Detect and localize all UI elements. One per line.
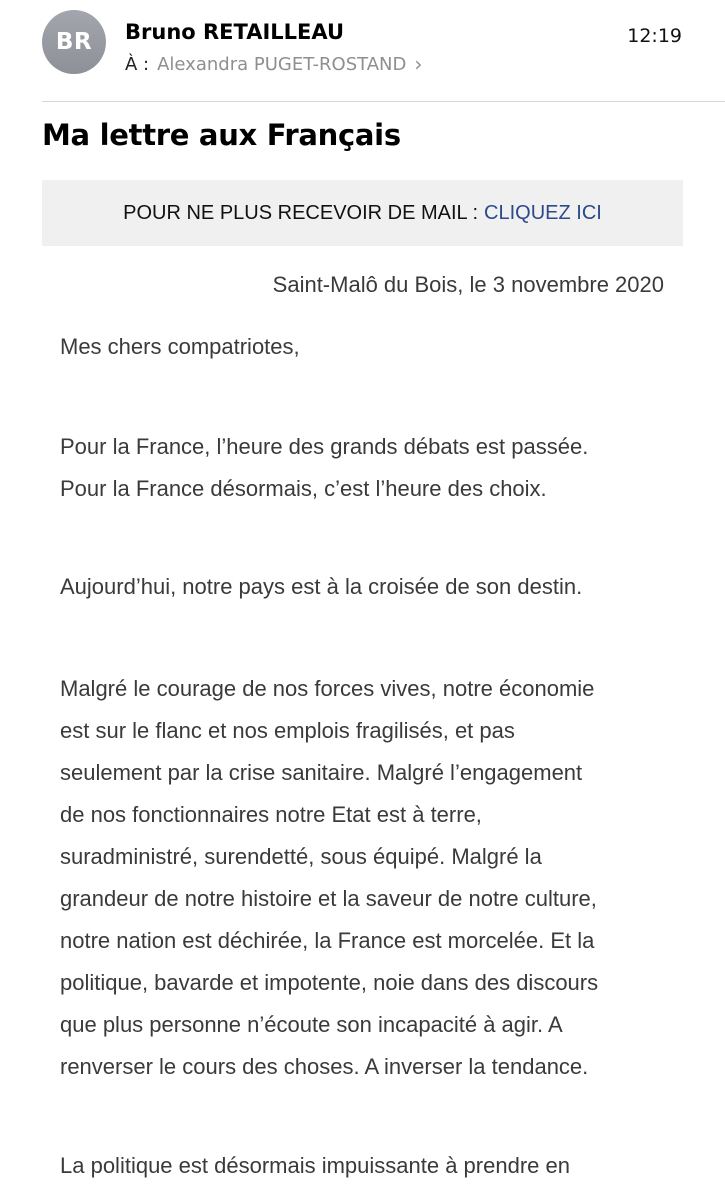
unsubscribe-link[interactable]: CLIQUEZ ICI: [484, 201, 602, 224]
body-line: que plus personne n’écoute son incapacité à agir. A: [60, 1012, 563, 1037]
received-time: 12:19: [627, 25, 682, 47]
body-line: La politique est désormais impuissante à prendre en: [60, 1153, 570, 1178]
body-line: de nos fonctionnaires notre Etat est à terre,: [60, 802, 482, 827]
recipient-name[interactable]: Alexandra PUGET-ROSTAND: [157, 53, 407, 75]
body-line: renverser le cours des choses. A inverser la tendance.: [60, 1054, 589, 1079]
chevron-right-icon[interactable]: ›: [414, 52, 423, 76]
body-line: grandeur de notre histoire et la saveur de notre culture,: [60, 886, 597, 911]
body-line: Pour la France, l’heure des grands débats est passée.: [60, 434, 589, 459]
body-line: seulement par la crise sanitaire. Malgré l’engagement: [60, 760, 583, 785]
paragraph-4: [60, 1145, 680, 1187]
unsubscribe-banner: [42, 180, 683, 246]
paragraph-3: [60, 668, 680, 1088]
body-line: Malgré le courage de nos forces vives, notre économie: [60, 676, 595, 701]
greeting-line: Mes chers compatriotes,: [60, 334, 300, 359]
body-line: est sur le flanc et nos emplois fragilisés, et pas: [60, 718, 515, 743]
email-subject: Ma lettre aux Français: [42, 118, 401, 152]
to-label: À :: [125, 53, 150, 75]
email-header: [0, 0, 725, 102]
paragraph-2: [60, 566, 680, 608]
sender-name[interactable]: Bruno RETAILLEAU: [125, 20, 345, 44]
header-divider: [42, 101, 725, 102]
unsubscribe-text: POUR NE PLUS RECEVOIR DE MAIL :: [123, 201, 479, 224]
sender-avatar[interactable]: BR: [42, 10, 106, 74]
paragraph-1: [60, 426, 680, 510]
body-line: Pour la France désormais, c’est l’heure des choix.: [60, 476, 547, 501]
letter-date: Saint-Malô du Bois, le 3 novembre 2020: [272, 272, 664, 297]
body-line: notre nation est déchirée, la France est morcelée. Et la: [60, 928, 595, 953]
body-line: politique, bavarde et impotente, noie dans des discours: [60, 970, 599, 995]
recipient-row[interactable]: [125, 52, 422, 76]
body-line: suradministré, surendetté, sous équipé. Malgré la: [60, 844, 542, 869]
body-line: Aujourd’hui, notre pays est à la croisée de son destin.: [60, 574, 583, 599]
greeting: [60, 326, 680, 368]
